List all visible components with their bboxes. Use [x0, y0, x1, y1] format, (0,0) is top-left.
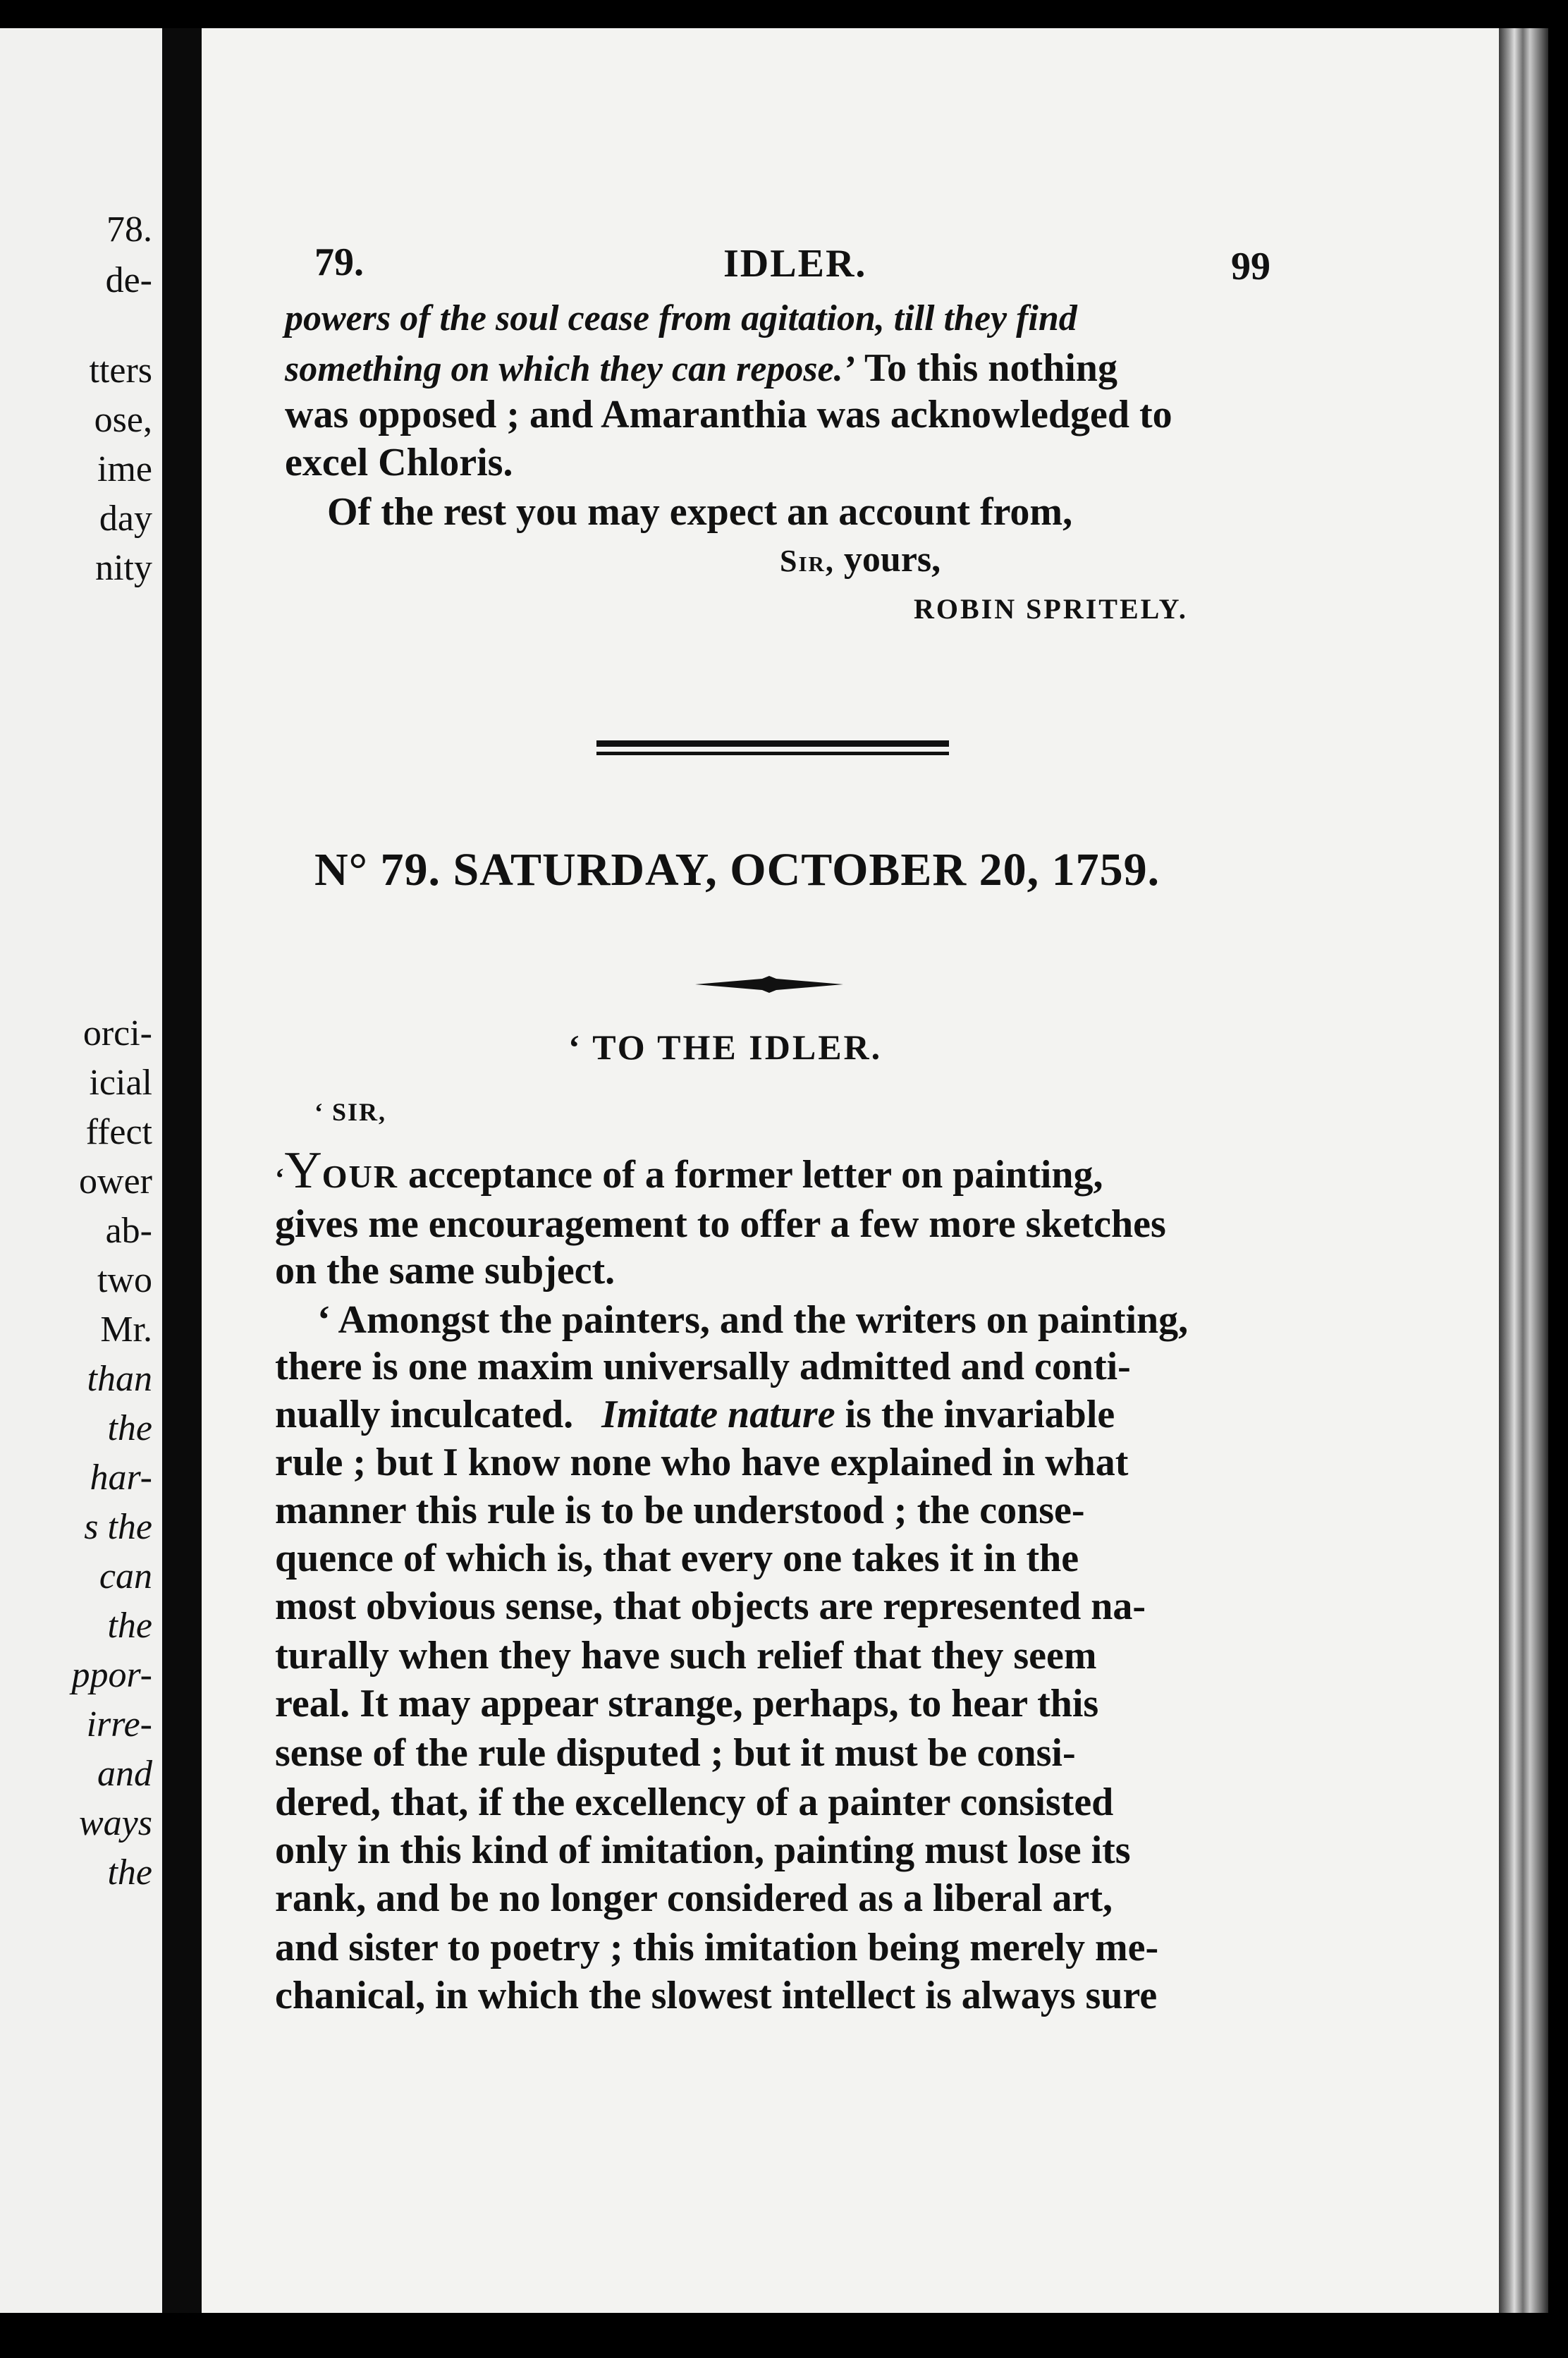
letter-line-2: gives me encouragement to offer a few more sketches: [275, 1202, 1166, 1246]
letter-line-18: chanical, in which the slowest intellect is always sure: [275, 1974, 1158, 2017]
facing-page-line: har-: [90, 1458, 152, 1498]
facing-page-line: de-: [105, 260, 152, 300]
facing-page-line: ppor-: [71, 1655, 152, 1695]
facing-page-line: can: [99, 1556, 152, 1596]
page-number: 99: [1231, 245, 1270, 288]
letter-line-6-rest: is the invariable: [835, 1393, 1115, 1436]
text-line-5: Of the rest you may expect an account from,: [327, 490, 1073, 534]
letter-line-11: turally when they have such relief that they seem: [275, 1634, 1097, 1678]
facing-page-line: ab-: [105, 1211, 152, 1251]
letter-line-15: only in this kind of imitation, painting must lose its: [275, 1828, 1131, 1872]
letter-line-8: manner this rule is to be understood ; the conse-: [275, 1489, 1085, 1532]
letter-line-4: ‘ Amongst the painters, and the writers on painting,: [317, 1298, 1189, 1342]
facing-page-line: ower: [79, 1161, 152, 1202]
facing-page-line: tters: [89, 350, 152, 391]
letter-line-5: there is one maxim universally admitted and conti-: [275, 1345, 1131, 1388]
letter-line-14: dered, that, if the excellency of a painter consisted: [275, 1780, 1114, 1824]
letter-line-9: quence of which is, that every one takes it in the: [275, 1537, 1079, 1580]
facing-page-line: 78.: [106, 209, 152, 250]
facing-page-line: and: [97, 1754, 152, 1794]
letter-line-1-text: acceptance of a former letter on painting,: [398, 1153, 1103, 1197]
facing-page-line: day: [99, 499, 152, 539]
page-edges: [1499, 28, 1548, 2313]
facing-page-line: than: [87, 1359, 152, 1399]
letter-address: ‘ TO THE IDLER.: [568, 1027, 883, 1067]
text-line-3: was opposed ; and Amaranthia was acknowledged to: [285, 393, 1172, 436]
letter-line-13: sense of the rule disputed ; but it must be consi-: [275, 1731, 1076, 1775]
ornament-rule: [695, 976, 843, 993]
text-line-2-rest: To this nothing: [855, 346, 1117, 390]
letter-salutation: ‘ SIR,: [314, 1098, 387, 1126]
facing-page-line: ose,: [94, 400, 152, 440]
facing-page-line: ffect: [85, 1112, 152, 1152]
facing-page-line: ime: [97, 449, 152, 489]
signoff-sir: Sir,: [780, 544, 835, 578]
running-header-title: IDLER.: [723, 242, 867, 286]
letter-line-3: on the same subject.: [275, 1249, 615, 1293]
signoff-yours: yours,: [843, 539, 941, 580]
text-line-2-italic: something on which they can repose.’: [285, 349, 855, 389]
letter-line-12: real. It may appear strange, perhaps, to hear this: [275, 1682, 1099, 1725]
text-line-4: excel Chloris.: [285, 441, 513, 484]
signature: ROBIN SPRITELY.: [914, 593, 1188, 625]
letter-line-16: rank, and be no longer considered as a liberal art,: [275, 1876, 1113, 1920]
facing-page-line: the: [107, 1852, 152, 1893]
section-divider: [596, 740, 949, 759]
facing-page-line: ways: [79, 1803, 152, 1843]
facing-page-line: s the: [84, 1507, 152, 1547]
signoff-salutation: [780, 539, 941, 580]
facing-page-line: Mr.: [100, 1309, 152, 1350]
letter-line-17: and sister to poetry ; this imitation being merely me-: [275, 1926, 1159, 1969]
facing-page-line: orci-: [82, 1013, 152, 1053]
facing-page-line: icial: [89, 1063, 152, 1103]
letter-line-6: [275, 1392, 1115, 1437]
essay-heading: N° 79. SATURDAY, OCTOBER 20, 1759.: [314, 844, 1160, 896]
facing-page-line: irre-: [86, 1704, 152, 1745]
letter-line-6-italic: Imitate nature: [601, 1393, 835, 1436]
text-line-1: powers of the soul cease from agitation, till they find: [285, 298, 1077, 338]
text-line-2: [285, 346, 1117, 391]
letter-line-7: rule ; but I know none who have explained in what: [275, 1441, 1129, 1484]
drop-initial-rest: OUR: [321, 1159, 399, 1195]
drop-initial: Y: [284, 1142, 322, 1199]
letter-line-1: [275, 1141, 1103, 1201]
open-quote: ‘: [275, 1162, 285, 1194]
facing-page-line: the: [107, 1606, 152, 1646]
letter-line-10: most obvious sense, that objects are represented na-: [275, 1584, 1146, 1628]
facing-page-line: two: [97, 1260, 152, 1300]
facing-page-line: the: [107, 1408, 152, 1448]
facing-page-fragment: [0, 28, 162, 2313]
book-page: [202, 28, 1499, 2313]
letter-line-6-start: nually inculcated.: [275, 1393, 574, 1436]
book-gutter: [162, 28, 202, 2313]
running-header-section-number: 79.: [314, 240, 364, 284]
facing-page-line: nity: [95, 548, 152, 588]
